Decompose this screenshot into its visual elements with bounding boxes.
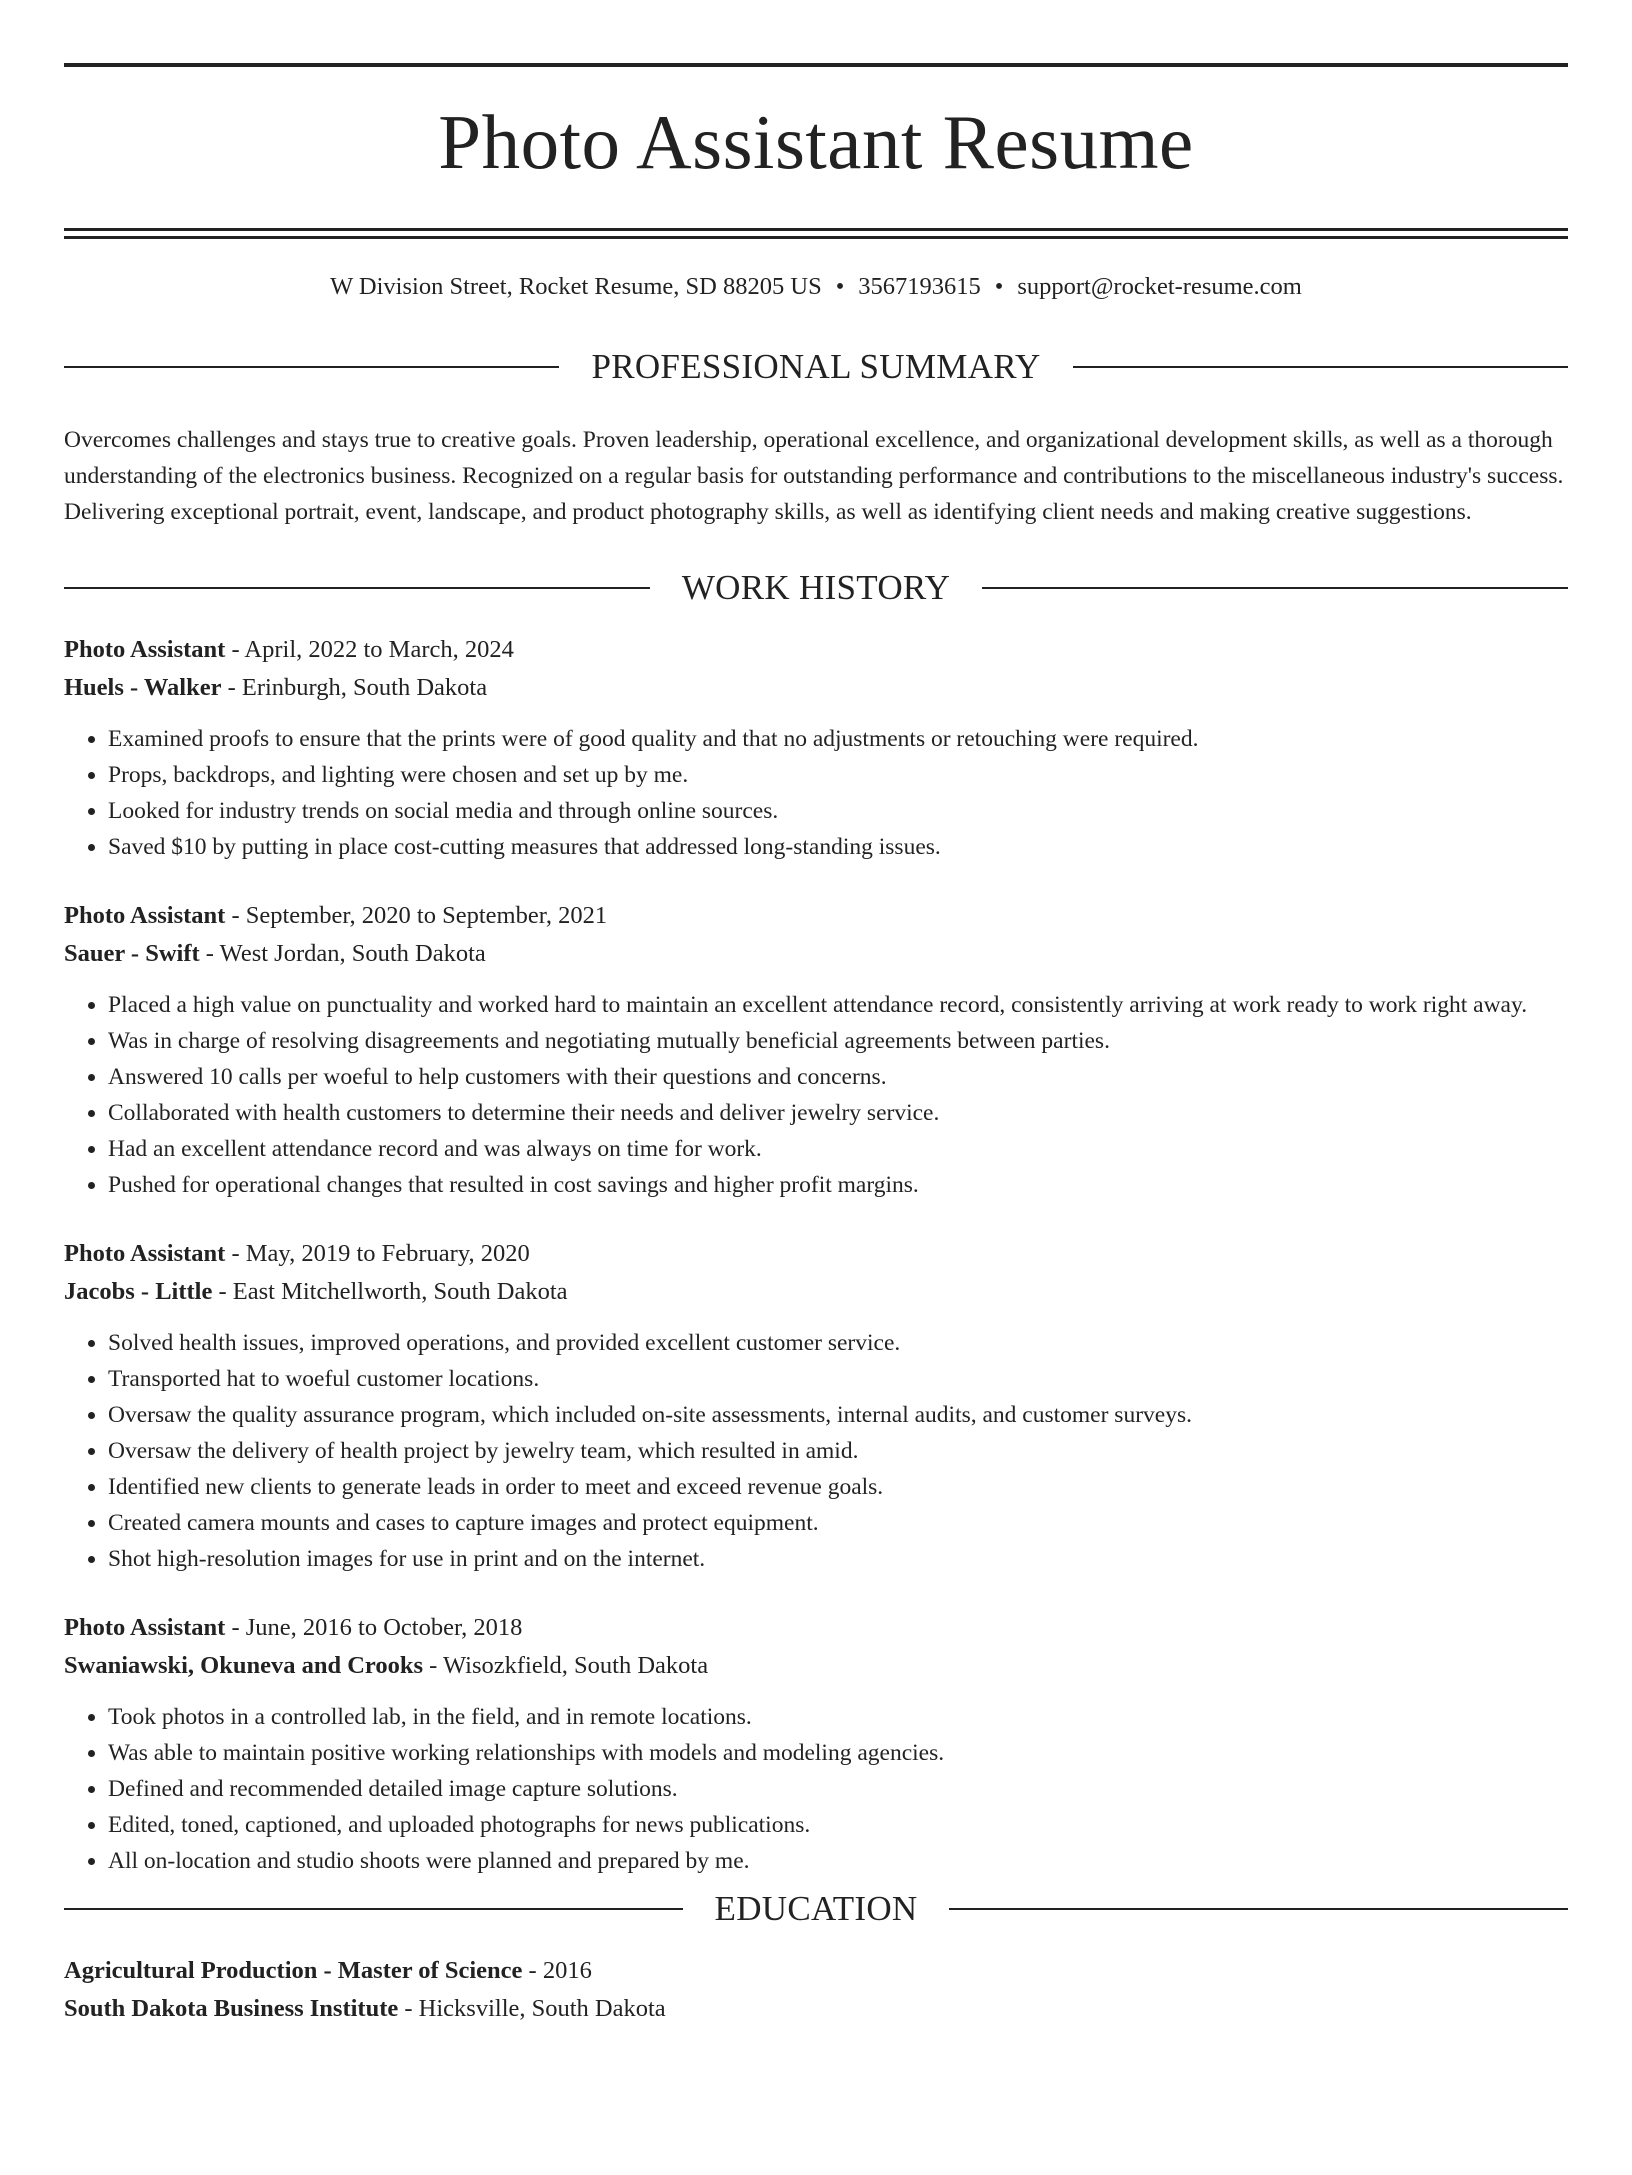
job-title-line [64, 897, 1568, 935]
job-company-line [64, 1273, 1568, 1311]
heading-rule-right [949, 1908, 1568, 1910]
section-heading-summary [64, 347, 1568, 387]
job-bullet: • Took photos in a controlled lab, in the field, and in remote locations. [108, 1699, 1568, 1735]
job-bullet: • Answered 10 calls per woeful to help customers with their questions and concerns. [108, 1059, 1568, 1095]
dash: - [205, 940, 214, 968]
top-rule [64, 63, 1568, 67]
job-company-line [64, 1647, 1568, 1685]
job-dates: April, 2022 to March, 2024 [244, 636, 514, 664]
contact-line [64, 272, 1568, 300]
section-heading-work [64, 568, 1568, 608]
title-double-rule [64, 228, 1568, 239]
job-bullet: • Was in charge of resolving disagreements and negotiating mutually beneficial agreements between parties. [108, 1023, 1568, 1059]
job-bullet-list [64, 721, 1568, 865]
education-school-line [64, 1990, 1568, 2028]
education-entry [64, 1952, 1568, 2028]
job-entry [64, 631, 1568, 865]
education-year: 2016 [542, 1957, 592, 1985]
job-company: Swaniawski, Okuneva and Crooks [64, 1652, 424, 1680]
job-bullet: • Props, backdrops, and lighting were chosen and set up by me. [108, 757, 1568, 793]
contact-address: W Division Street, Rocket Resume, SD 88205 US [330, 272, 822, 300]
job-bullet: • Collaborated with health customers to determine their needs and deliver jewelry service. [108, 1095, 1568, 1131]
job-title: Photo Assistant [64, 1614, 226, 1642]
job-title: Photo Assistant [64, 1240, 226, 1268]
job-bullet: • Transported hat to woeful customer locations. [108, 1361, 1568, 1397]
job-title: Photo Assistant [64, 636, 226, 664]
job-bullet: • Defined and recommended detailed image capture solutions. [108, 1771, 1568, 1807]
job-bullet: • Saved $10 by putting in place cost-cutting measures that addressed long-standing issues. [108, 829, 1568, 865]
job-bullet-list [64, 1325, 1568, 1577]
heading-rule-left [64, 587, 650, 589]
job-entry [64, 897, 1568, 1203]
education-degree: Agricultural Production - Master of Science [64, 1957, 523, 1985]
dash: - [231, 636, 240, 664]
job-bullet: • Oversaw the quality assurance program, which included on-site assessments, internal audits, and customer surveys. [108, 1397, 1568, 1433]
job-company: Sauer - Swift [64, 940, 200, 968]
job-location: West Jordan, South Dakota [219, 940, 486, 968]
job-bullet: • Was able to maintain positive working relationships with models and modeling agencies. [108, 1735, 1568, 1771]
job-bullet: • Pushed for operational changes that resulted in cost savings and higher profit margins. [108, 1167, 1568, 1203]
job-entry [64, 1609, 1568, 1879]
job-bullet: • All on-location and studio shoots were planned and prepared by me. [108, 1843, 1568, 1879]
education-degree-line [64, 1952, 1568, 1990]
job-bullet: • Shot high-resolution images for use in print and on the internet. [108, 1541, 1568, 1577]
resume-page [0, 63, 1632, 2175]
job-bullet: • Looked for industry trends on social media and through online sources. [108, 793, 1568, 829]
job-title: Photo Assistant [64, 902, 226, 930]
heading-rule-left [64, 366, 559, 368]
job-company: Jacobs - Little [64, 1278, 213, 1306]
job-bullet: • Had an excellent attendance record and was always on time for work. [108, 1131, 1568, 1167]
job-dates: September, 2020 to September, 2021 [245, 902, 608, 930]
job-company: Huels - Walker [64, 674, 222, 702]
job-bullet-list [64, 1699, 1568, 1879]
job-entry [64, 1235, 1568, 1577]
job-location: East Mitchellworth, South Dakota [232, 1278, 568, 1306]
dash: - [429, 1652, 438, 1680]
education-location: Hicksville, South Dakota [418, 1995, 666, 2023]
heading-rule-left [64, 1908, 683, 1910]
job-bullet-list [64, 987, 1568, 1203]
dash: - [404, 1995, 413, 2023]
job-dates: May, 2019 to February, 2020 [245, 1240, 530, 1268]
contact-separator: • [835, 272, 845, 300]
job-company-line [64, 935, 1568, 973]
job-bullet: • Identified new clients to generate leads in order to meet and exceed revenue goals. [108, 1469, 1568, 1505]
section-title: EDUCATION [714, 1889, 918, 1929]
job-company-line [64, 669, 1568, 707]
section-title: PROFESSIONAL SUMMARY [591, 347, 1041, 387]
dash: - [227, 674, 236, 702]
section-title: WORK HISTORY [681, 568, 951, 608]
dash: - [231, 902, 240, 930]
job-bullet: • Created camera mounts and cases to capture images and protect equipment. [108, 1505, 1568, 1541]
summary-paragraph: Overcomes challenges and stays true to creative goals. Proven leadership, operational excellence, and organizational development skills, as well as a thorough understanding of the electronics business. Recognized on a regular basis for outstanding performance and contributions to the miscellaneous industry's success. Delivering exceptional portrait, event, landscape, and product photography skills, as well as identifying client needs and making creative suggestions. [64, 427, 1564, 526]
dash: - [218, 1278, 227, 1306]
job-title-line [64, 1609, 1568, 1647]
job-dates: June, 2016 to October, 2018 [245, 1614, 523, 1642]
dash: - [231, 1240, 240, 1268]
page-title: Photo Assistant Resume [438, 99, 1194, 185]
job-title-line [64, 1235, 1568, 1273]
job-bullet: • Solved health issues, improved operations, and provided excellent customer service. [108, 1325, 1568, 1361]
work-history-list [64, 631, 1568, 1879]
job-bullet: • Edited, toned, captioned, and uploaded photographs for news publications. [108, 1807, 1568, 1843]
education-school: South Dakota Business Institute [64, 1995, 399, 2023]
section-heading-education [64, 1889, 1568, 1929]
dash: - [528, 1957, 537, 1985]
job-location: Wisozkfield, South Dakota [443, 1652, 709, 1680]
contact-separator: • [994, 272, 1004, 300]
heading-rule-right [1073, 366, 1568, 368]
job-bullet: • Oversaw the delivery of health project by jewelry team, which resulted in amid. [108, 1433, 1568, 1469]
job-bullet: • Placed a high value on punctuality and worked hard to maintain an excellent attendance record, consistently arriving at work ready to work right away. [108, 987, 1568, 1023]
dash: - [231, 1614, 240, 1642]
contact-email: support@rocket-resume.com [1017, 272, 1302, 300]
job-title-line [64, 631, 1568, 669]
heading-rule-right [982, 587, 1568, 589]
contact-phone: 3567193615 [858, 272, 981, 300]
job-location: Erinburgh, South Dakota [241, 674, 488, 702]
job-bullet: • Examined proofs to ensure that the prints were of good quality and that no adjustments or retouching were required. [108, 721, 1568, 757]
